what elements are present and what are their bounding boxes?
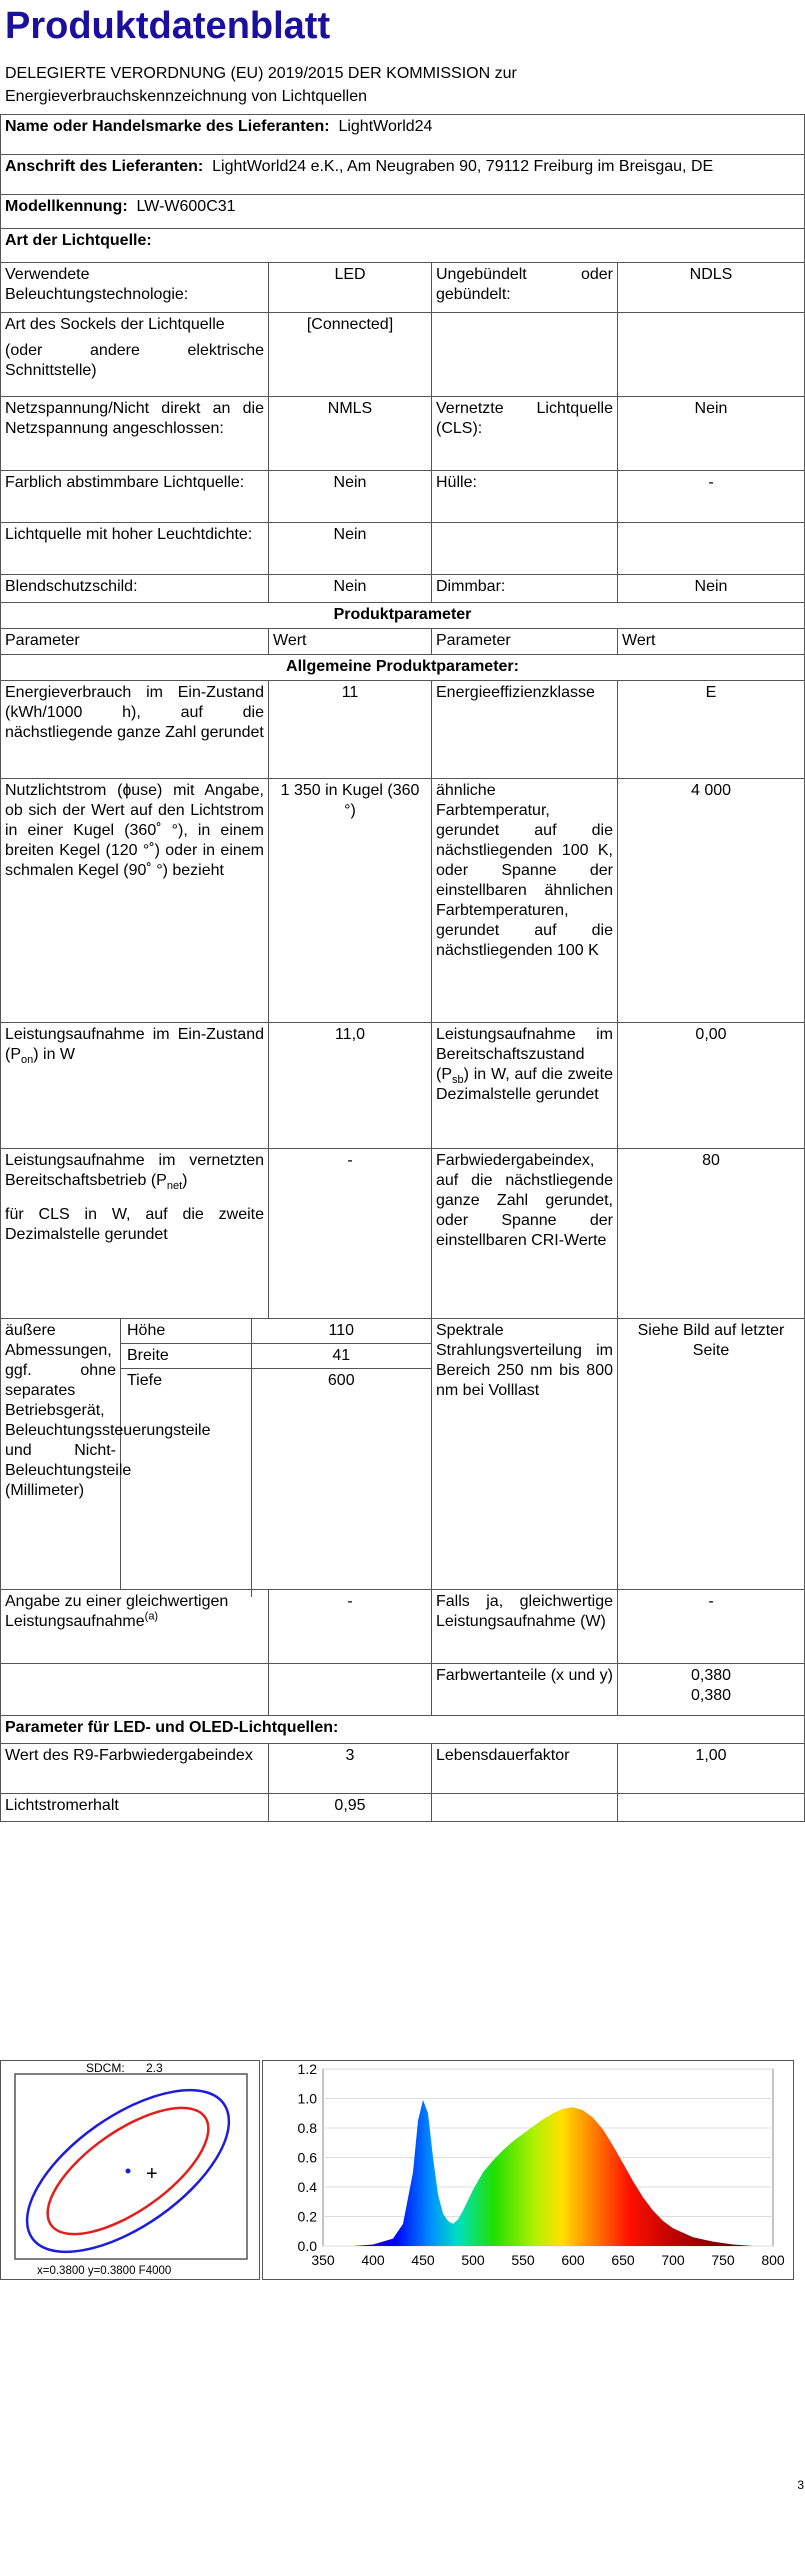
y-tick-label: 0.0 (297, 2238, 317, 2254)
equiv-power-value: - (618, 1590, 805, 1664)
pnet-label-text: Leistungsaufnahme im vernetzten Bereitschaftsbetrieb (P (5, 1152, 264, 1189)
r9-label: Wert des R9-Farbwiedergabeindex (1, 1744, 269, 1794)
psb-value: 0,00 (618, 1023, 805, 1149)
empty-cell (432, 1794, 618, 1822)
psb-label (432, 1023, 618, 1149)
flux-value: 1 350 in Kugel (360 °) (269, 779, 432, 1023)
y-tick-label: 1.2 (297, 2061, 317, 2077)
dimensions-label: äußere Abmessungen, ggf. ohne separates Betriebsgerät, Beleuchtungssteuerungsteile und Nicht-Beleuchtungsteile (Millimeter) (1, 1319, 121, 1589)
high-luminance-label: Lichtquelle mit hoher Leuchtdichte: (1, 523, 269, 575)
chromaticity-y: 0,380 (690, 1687, 732, 1704)
page-title: Produktdatenblatt (5, 5, 331, 47)
supplier-address-row (1, 155, 805, 195)
supplier-address: LightWorld24 e.K., Am Neugraben 90, 79112 Freiburg im Breisgau, DE (212, 158, 714, 175)
energy-value: 11 (269, 681, 432, 779)
pon-label-unit: ) in W (33, 1046, 76, 1063)
model-label: Modellkennung: (5, 198, 128, 215)
y-tick-label: 0.4 (297, 2179, 317, 2195)
envelope-label: Hülle: (432, 471, 618, 523)
empty-cell (432, 523, 618, 575)
pnet-value: - (269, 1149, 432, 1319)
cri-label: Farbwiedergabeindex, auf die nächstliegende ganze Zahl gerundet, oder Spanne der einstellbaren CRI-Werte (432, 1149, 618, 1319)
product-params-header: Produktparameter (1, 603, 805, 629)
ellipse-chart-svg (1, 2061, 259, 2279)
measured-point (126, 2169, 131, 2174)
equiv-label-text: Angabe zu einer gleichwertigen Leistungsaufnahme (5, 1593, 229, 1630)
ee-class-value: E (618, 681, 805, 779)
lifetime-factor-value: 1,00 (618, 1744, 805, 1794)
spectrum-x-ticks (311, 2252, 785, 2268)
x-tick-label: 550 (511, 2252, 535, 2268)
height-label: Höhe (121, 1319, 251, 1344)
page-number: 3 (797, 2478, 804, 2492)
x-tick-label: 650 (611, 2252, 635, 2268)
x-tick-label: 500 (461, 2252, 485, 2268)
width-value: 41 (251, 1344, 431, 1369)
psb-subscript: sb (452, 1074, 464, 1087)
flux-label: Nutzlichtstrom (ɸuse) mit Angabe, ob sich der Wert auf den Lichtstrom in einer Kugel (360˚ °), in einem breiten Kegel (120 °˚) oder in einem schmalen Kegel (90˚ °) bezieht (1, 779, 269, 1023)
cct-value: 4 000 (618, 779, 805, 1023)
psb-label-text: Leistungsaufnahme im Bereitschaftszustand (P (436, 1026, 613, 1083)
coords-label: x=0.3800 y=0.3800 F4000 (37, 2265, 172, 2277)
pon-subscript: on (21, 1054, 34, 1067)
target-point: + (146, 2163, 158, 2185)
equiv-value: - (269, 1590, 432, 1664)
pnet-label (1, 1149, 269, 1319)
cri-value: 80 (618, 1149, 805, 1319)
dimensions-cell (1, 1319, 432, 1590)
y-tick-label: 1.0 (297, 2090, 317, 2107)
pon-value: 11,0 (269, 1023, 432, 1149)
glare-label: Blendschutzschild: (1, 575, 269, 603)
empty-cell (618, 1794, 805, 1822)
spectrum-chart (262, 2060, 794, 2280)
product-data-table (0, 114, 805, 1822)
dimensions-table (121, 1319, 431, 1597)
mains-value: NMLS (269, 397, 432, 471)
dimmable-value: Nein (618, 575, 805, 603)
technology-value: LED (269, 263, 432, 313)
chromaticity-value (618, 1664, 805, 1716)
lifetime-factor-label: Lebensdauerfaktor (432, 1744, 618, 1794)
high-luminance-value: Nein (269, 523, 432, 575)
sdcm-value: 2.3 (146, 2061, 163, 2075)
lightsource-type-header: Art der Lichtquelle: (1, 229, 805, 263)
column-header-parameter: Parameter (432, 629, 618, 655)
height-value: 110 (251, 1319, 431, 1344)
column-header-value: Wert (618, 629, 805, 655)
general-params-header: Allgemeine Produktparameter: (1, 655, 805, 681)
lumen-maintenance-value: 0,95 (269, 1794, 432, 1822)
socket-label-line1: Art des Sockels der Lichtquelle (5, 316, 225, 333)
x-tick-label: 600 (561, 2252, 585, 2268)
undirected-value: NDLS (618, 263, 805, 313)
chromaticity-label: Farbwertanteile (x und y) (432, 1664, 618, 1716)
ee-class-label: Energieeffizienzklasse (432, 681, 618, 779)
pon-label-text: Leistungsaufnahme im Ein-Zustand (P (5, 1026, 264, 1063)
equiv-power-label: Falls ja, gleichwertige Leistungsaufnahme (W) (432, 1590, 618, 1664)
cct-label: ähnliche Farbtemperatur, gerundet auf die nächstliegenden 100 K, oder Spanne der einstellbaren ähnlichen Farbtemperaturen, gerundet auf die nächstliegenden 100 K (432, 779, 618, 1023)
x-tick-label: 350 (311, 2252, 335, 2268)
column-header-value: Wert (269, 629, 432, 655)
x-tick-label: 800 (761, 2252, 785, 2268)
supplier-name-row (1, 115, 805, 155)
envelope-value: - (618, 471, 805, 523)
x-tick-label: 750 (711, 2252, 735, 2268)
equiv-footnote: (a) (144, 1610, 159, 1623)
pnet-label-cls: für CLS in W, auf die zweite Dezimalstelle gerundet (5, 1206, 264, 1243)
depth-label: Tiefe (121, 1369, 251, 1597)
r9-value: 3 (269, 1744, 432, 1794)
led-params-header: Parameter für LED- und OLED-Lichtquellen: (1, 1716, 805, 1744)
depth-value: 600 (327, 1372, 355, 1389)
empty-cell (269, 1664, 432, 1716)
mains-label: Netzspannung/Nicht direkt an die Netzspannung angeschlossen: (1, 397, 269, 471)
x-tick-label: 450 (411, 2252, 435, 2268)
spd-value: Siehe Bild auf letzter Seite (618, 1319, 805, 1590)
model-row (1, 195, 805, 229)
empty-cell (618, 523, 805, 575)
ellipse-chart (0, 2060, 260, 2280)
tunable-value: Nein (269, 471, 432, 523)
y-tick-label: 0.2 (297, 2208, 317, 2225)
dimmable-label: Dimmbar: (432, 575, 618, 603)
empty-cell (432, 313, 618, 397)
sdcm-label: SDCM: (86, 2061, 125, 2075)
energy-label: Energieverbrauch im Ein-Zustand (kWh/1000 h), auf die nächstliegende ganze Zahl gerundet (1, 681, 269, 779)
pnet-subscript: net (166, 1180, 183, 1193)
width-label: Breite (121, 1344, 251, 1369)
spectrum-y-ticks (298, 2061, 318, 2254)
empty-cell (1, 1664, 269, 1716)
spd-label: Spektrale Strahlungsverteilung im Bereich 250 nm bis 800 nm bei Volllast (432, 1319, 618, 1590)
technology-label: Verwendete Beleuchtungstechnologie: (1, 263, 269, 313)
cls-label: Vernetzte Lichtquelle (CLS): (432, 397, 618, 471)
y-tick-label: 0.8 (297, 2120, 317, 2136)
undirected-label: Ungebündelt oder gebündelt: (432, 263, 618, 313)
cls-value: Nein (618, 397, 805, 471)
pon-label (1, 1023, 269, 1149)
equiv-label (1, 1590, 269, 1664)
glare-value: Nein (269, 575, 432, 603)
empty-cell (618, 313, 805, 397)
socket-label-line2: (oder andere elektrische Schnittstelle) (5, 342, 264, 379)
y-tick-label: 0.6 (297, 2149, 317, 2166)
x-tick-label: 700 (661, 2252, 685, 2268)
spectrum-chart-svg (263, 2061, 793, 2279)
pnet-label-close: ) (182, 1172, 188, 1189)
column-header-parameter: Parameter (1, 629, 269, 655)
x-tick-label: 400 (361, 2252, 385, 2268)
socket-value: [Connected] (269, 313, 432, 397)
model-id: LW-W600C31 (136, 198, 236, 215)
supplier-address-label: Anschrift des Lieferanten: (5, 158, 204, 175)
tunable-label: Farblich abstimmbare Lichtquelle: (1, 471, 269, 523)
chromaticity-x: 0,380 (690, 1667, 732, 1684)
psb-label-unit: ) in W, auf die zweite Dezimalstelle gerundet (436, 1066, 613, 1103)
supplier-name-label: Name oder Handelsmarke des Lieferanten: (5, 118, 330, 135)
supplier-name: LightWorld24 (338, 118, 433, 135)
regulation-intro: DELEGIERTE VERORDNUNG (EU) 2019/2015 DER KOMMISSION zur Energieverbrauchskennzeichnung von Lichtquellen (5, 65, 517, 105)
socket-label (1, 313, 269, 397)
lumen-maintenance-label: Lichtstromerhalt (1, 1794, 269, 1822)
